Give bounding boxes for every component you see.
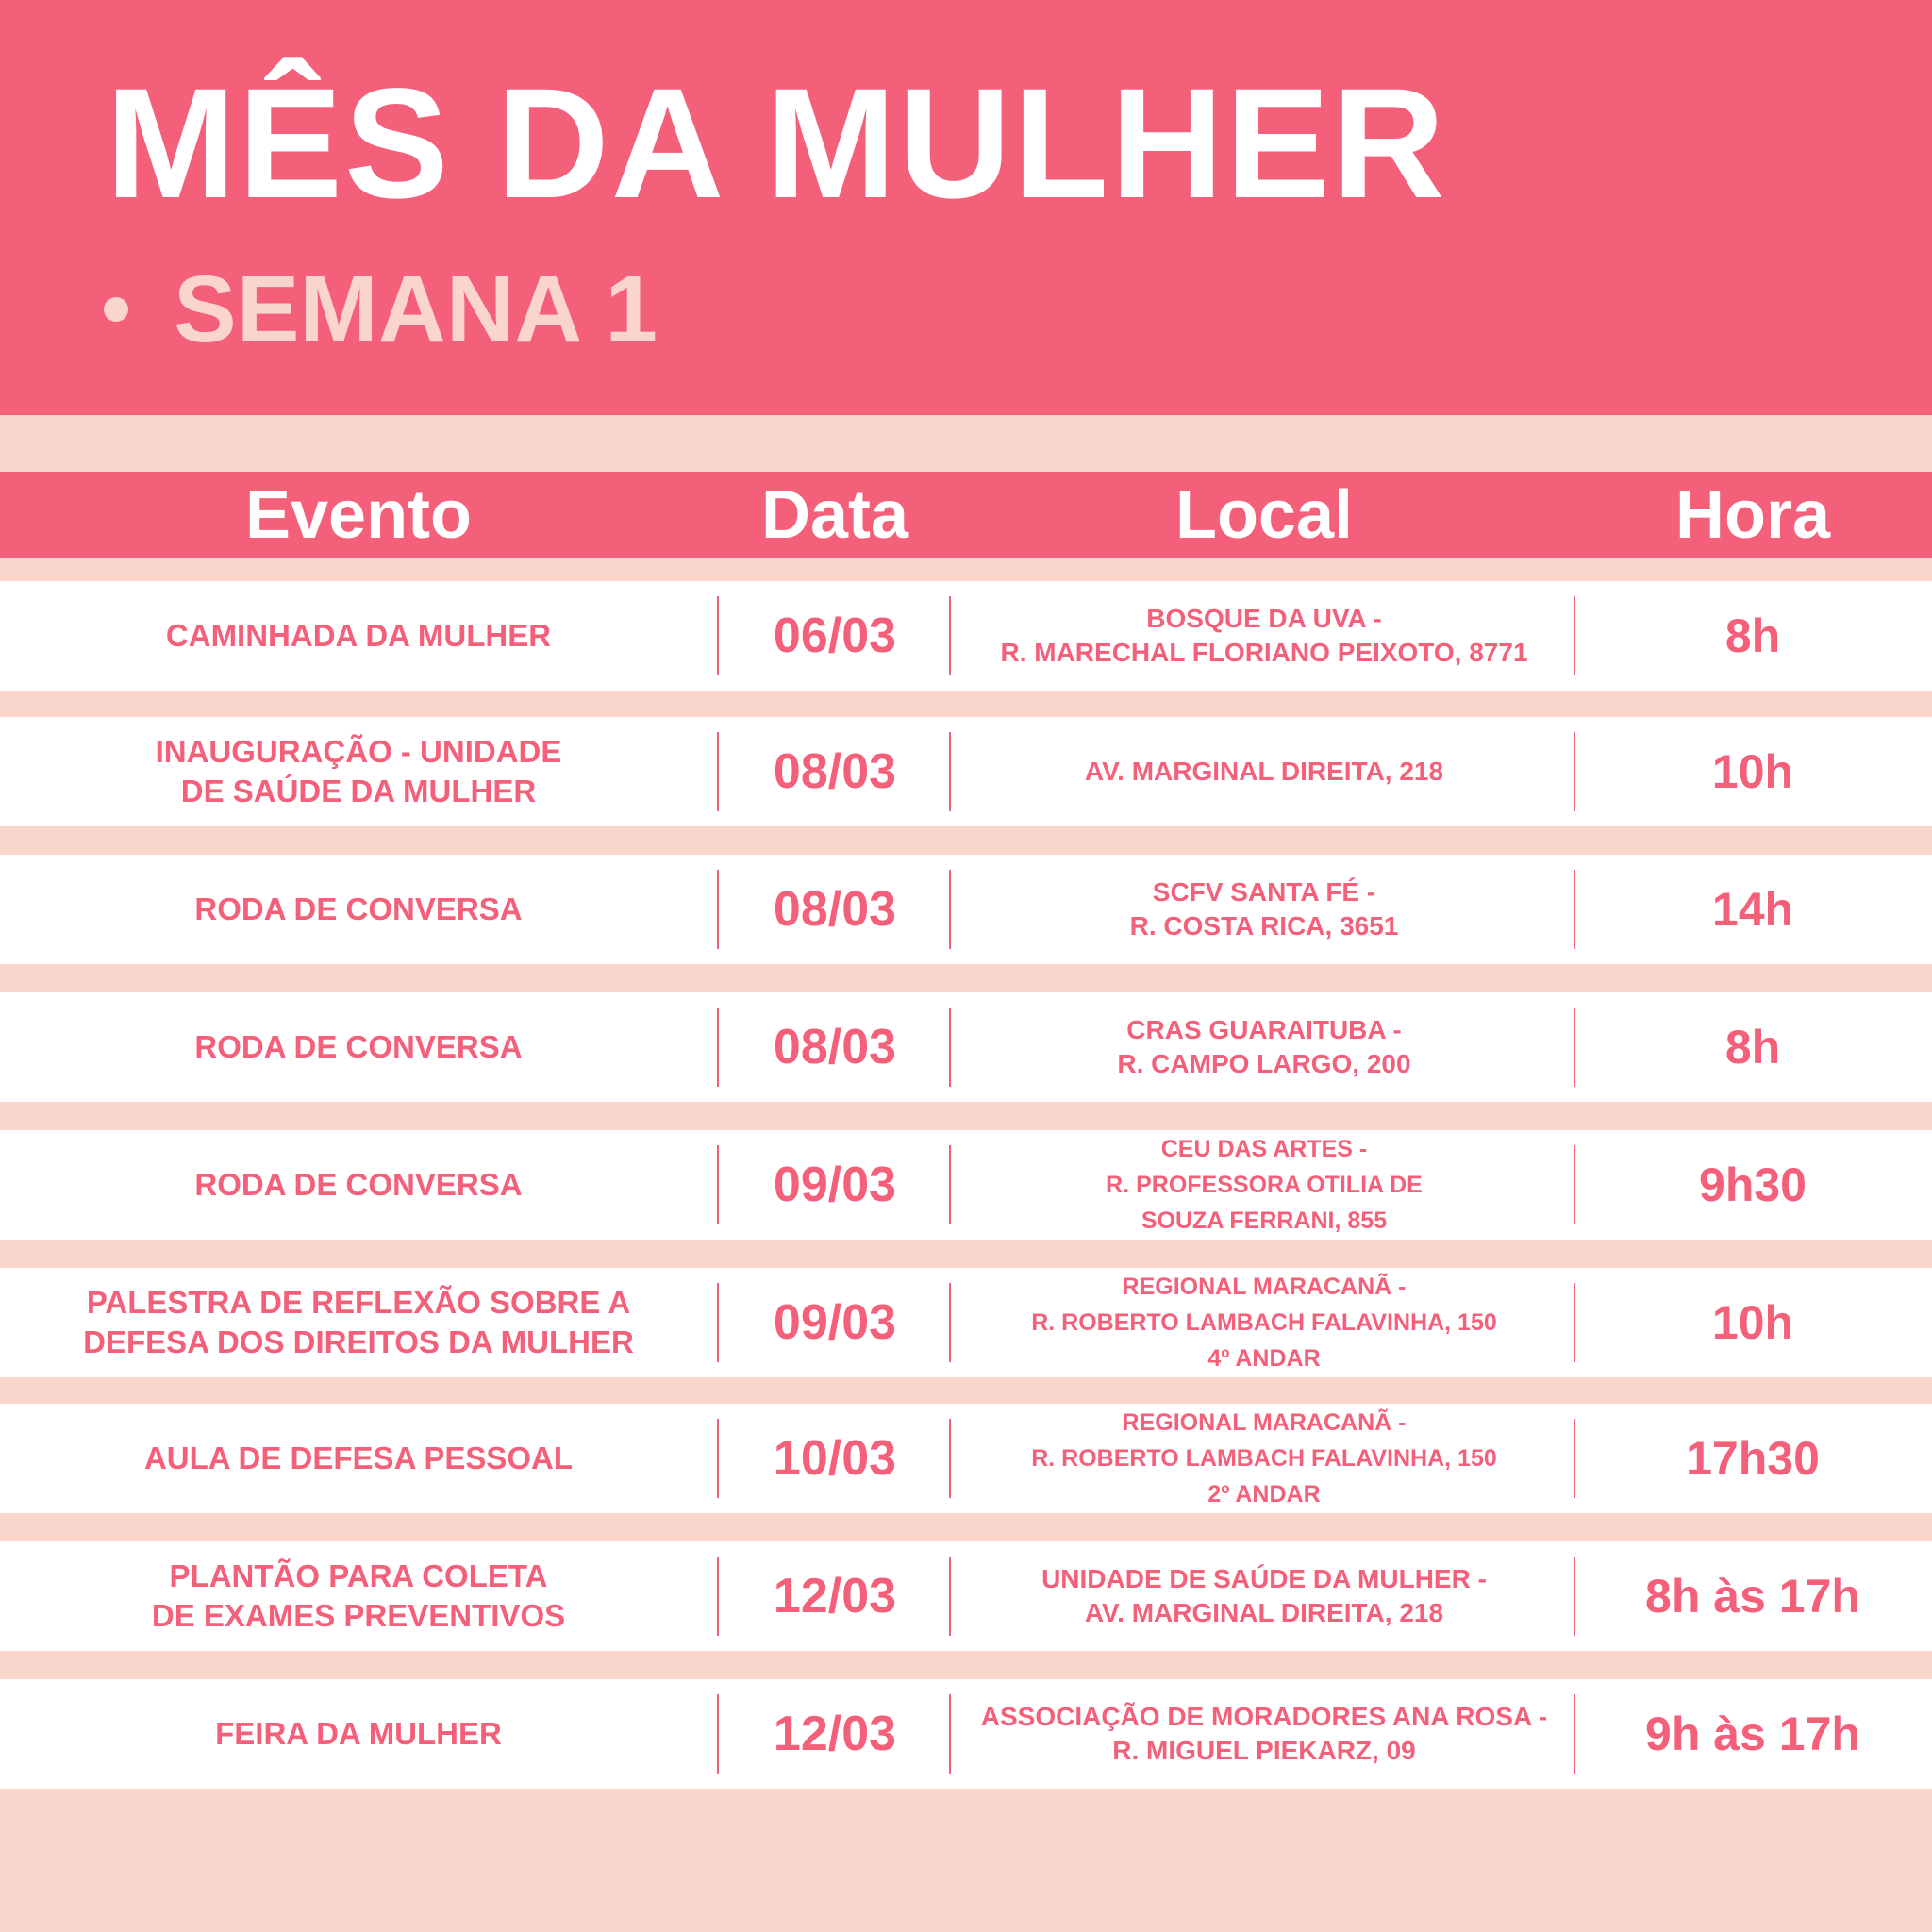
event-location: BOSQUE DA UVA - R. MARECHAL FLORIANO PEIXOTO, 8771 [1000,604,1528,667]
event-name: PALESTRA DE REFLEXÃO SOBRE A DEFESA DOS DIREITOS DA MULHER [83,1285,634,1359]
event-time: 10h [1711,1296,1794,1349]
event-date: 12/03 [773,1569,897,1624]
event-time: 8h [1724,609,1781,662]
column-header-evento: Evento [244,477,473,553]
table-row [0,1130,1932,1240]
table-row [0,717,1932,826]
event-date: 06/03 [773,608,897,663]
bullet-dot-icon [104,297,128,322]
event-name: INAUGURAÇÃO - UNIDADE DE SAÚDE DA MULHER [155,734,562,808]
subtitle-text: SEMANA 1 [174,257,658,362]
event-time: 8h às 17h [1645,1570,1860,1623]
column-header-local: Local [1174,477,1354,553]
event-location: UNIDADE DE SAÚDE DA MULHER - AV. MARGINAL DIREITA, 218 [1041,1564,1487,1627]
event-location: SCFV SANTA FÉ - R. COSTA RICA, 3651 [1129,877,1399,941]
event-location: REGIONAL MARACANÃ - R. ROBERTO LAMBACH FALAVINHA, 150 4º ANDAR [1031,1274,1497,1372]
event-date: 08/03 [773,744,897,799]
event-name: CAMINHADA DA MULHER [165,618,552,653]
table-row [0,1679,1932,1789]
event-date: 08/03 [773,1020,897,1074]
page-subtitle [104,257,658,362]
table-row [0,1404,1932,1513]
table-row [0,1268,1932,1377]
event-time: 8h [1724,1021,1781,1074]
event-location: CEU DAS ARTES - R. PROFESSORA OTILIA DE SOUZA FERRANI, 855 [1106,1136,1423,1234]
event-date: 09/03 [773,1158,897,1212]
header-banner [0,0,1932,415]
event-location: ASSOCIAÇÃO DE MORADORES ANA ROSA - R. MIGUEL PIEKARZ, 09 [980,1702,1548,1765]
page-title: MÊS DA MULHER [106,57,1447,231]
event-time: 17h30 [1686,1432,1820,1485]
event-location: CRAS GUARAITUBA - R. CAMPO LARGO, 200 [1117,1015,1411,1078]
event-date: 08/03 [773,882,897,937]
table-row [0,855,1932,964]
event-time: 9h às 17h [1645,1707,1860,1760]
event-time: 9h30 [1699,1158,1807,1211]
event-time: 10h [1711,745,1794,798]
event-location: REGIONAL MARACANÃ - R. ROBERTO LAMBACH FALAVINHA, 150 2º ANDAR [1031,1409,1497,1507]
table-row [0,581,1932,691]
event-name: FEIRA DA MULHER [215,1716,502,1751]
event-name: RODA DE CONVERSA [194,1029,523,1064]
column-header-hora: Hora [1674,477,1831,553]
event-name: RODA DE CONVERSA [194,1167,523,1202]
table-header [0,472,1932,558]
event-location: AV. MARGINAL DIREITA, 218 [1084,757,1444,786]
event-date: 12/03 [773,1707,897,1761]
event-date: 10/03 [773,1431,897,1486]
table-row [0,1541,1932,1651]
event-date: 09/03 [773,1295,897,1350]
event-time: 14h [1711,883,1794,936]
table-row [0,992,1932,1102]
event-name: PLANTÃO PARA COLETA DE EXAMES PREVENTIVOS [151,1558,566,1633]
event-name: AULA DE DEFESA PESSOAL [143,1441,574,1475]
event-name: RODA DE CONVERSA [194,891,523,926]
column-header-data: Data [760,477,909,553]
